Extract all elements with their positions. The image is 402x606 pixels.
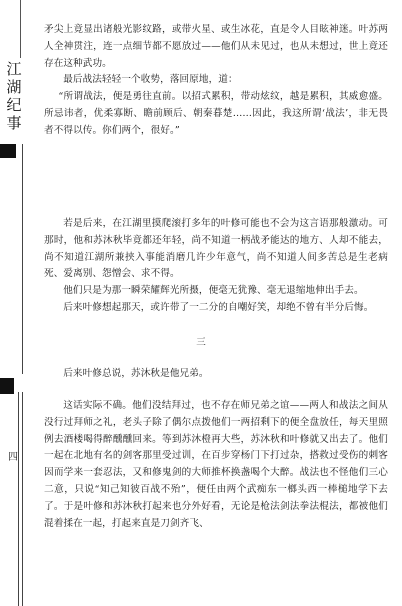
book-title-char: 湖 [6, 78, 22, 96]
paragraph: 矛尖上竟显出诸般光影纹路，或带火星、或生冰花，直是令人目眩神迷。叶苏两人全神贯注，连一点细节都不愿放过——他们从未见过，也从未想过，世上竟还存在这种武功。 [44, 24, 388, 69]
margin-rule-lower [22, 392, 23, 606]
margin-rule-lower-outer [18, 392, 19, 606]
margin-black-tab [0, 144, 16, 158]
section-heading: 三 [196, 337, 206, 348]
margin-rule-top [20, 0, 25, 58]
paragraph: 他们只是为那一瞬荣耀辉光所摄，便毫无犹豫、毫无退缩地伸出手去。 [63, 285, 364, 297]
paragraph: 后来叶修总说，苏沐秋是他兄弟。 [63, 368, 209, 379]
paragraph: 后来叶修想起那天，或许带了一二分的自嘲好笑，却绝不曾有半分后悔。 [63, 301, 374, 313]
text-block-3 [44, 366, 388, 383]
book-title-vertical [3, 60, 25, 132]
book-title-char: 纪 [6, 96, 22, 114]
text-block-1 [44, 22, 388, 140]
page-number: 四 [8, 452, 18, 463]
text-block-4 [44, 398, 388, 532]
paragraph-quote: “所谓战法，便是勇往直前。以招式累积，带动炫纹，越是累积，其威愈盛。所忌讳者，优柔寡断、瞻前顾后、朝秦暮楚……因此，我这所谓‘战法’，非无畏者不得以传。你们两个，很好。” [44, 91, 388, 136]
paragraph: 这话实际不确。他们没结拜过，也不存在师兄弟之谊——两人和战法之间从没行过拜师之礼，老头子除了偶尔点拨他们一两招剩下的便全盘放任，每天里照例去酒楼喝得醉醺醺回来。等到苏沐橙再大些，苏沐秋和叶修就又出去了。他们一起在北地有名的剑客那里受过训，在百步穿杨门下打过杂，搭救过受伤的刺客因而学来一套忍法，又和修鬼剑的大师推杯换盏喝个大醉。战法也不怪他们三心二意，只说“知己知彼百战不殆”，便任由两个武痴东一榔头西一棒槌地学下去了。于是叶修和苏沐秋打起来也分外好看，无论是枪法剑法拳法棍法，都被他们混着揉在一起，打起来直是刀剑齐飞、 [44, 400, 388, 529]
book-title-char: 事 [6, 114, 22, 132]
paragraph: 最后战法轻轻一个收势，落回原地，道： [63, 74, 238, 86]
book-title-char: 江 [6, 60, 22, 78]
margin-black-tab-lower [0, 378, 14, 394]
text-block-2 [44, 216, 388, 317]
paragraph: 若是后来，在江湖里摸爬滚打多年的叶修可能也不会为这言语那般激动。可那时，他和苏沐秋毕竟都还年轻，尚不知道一柄战矛能达的地方、人却不能去，尚不知道江湖所兼挟入事能消磨几许少年意气，尚不知道人间多苦总是生老病死、爱离别、怨憎会、求不得。 [44, 218, 388, 280]
